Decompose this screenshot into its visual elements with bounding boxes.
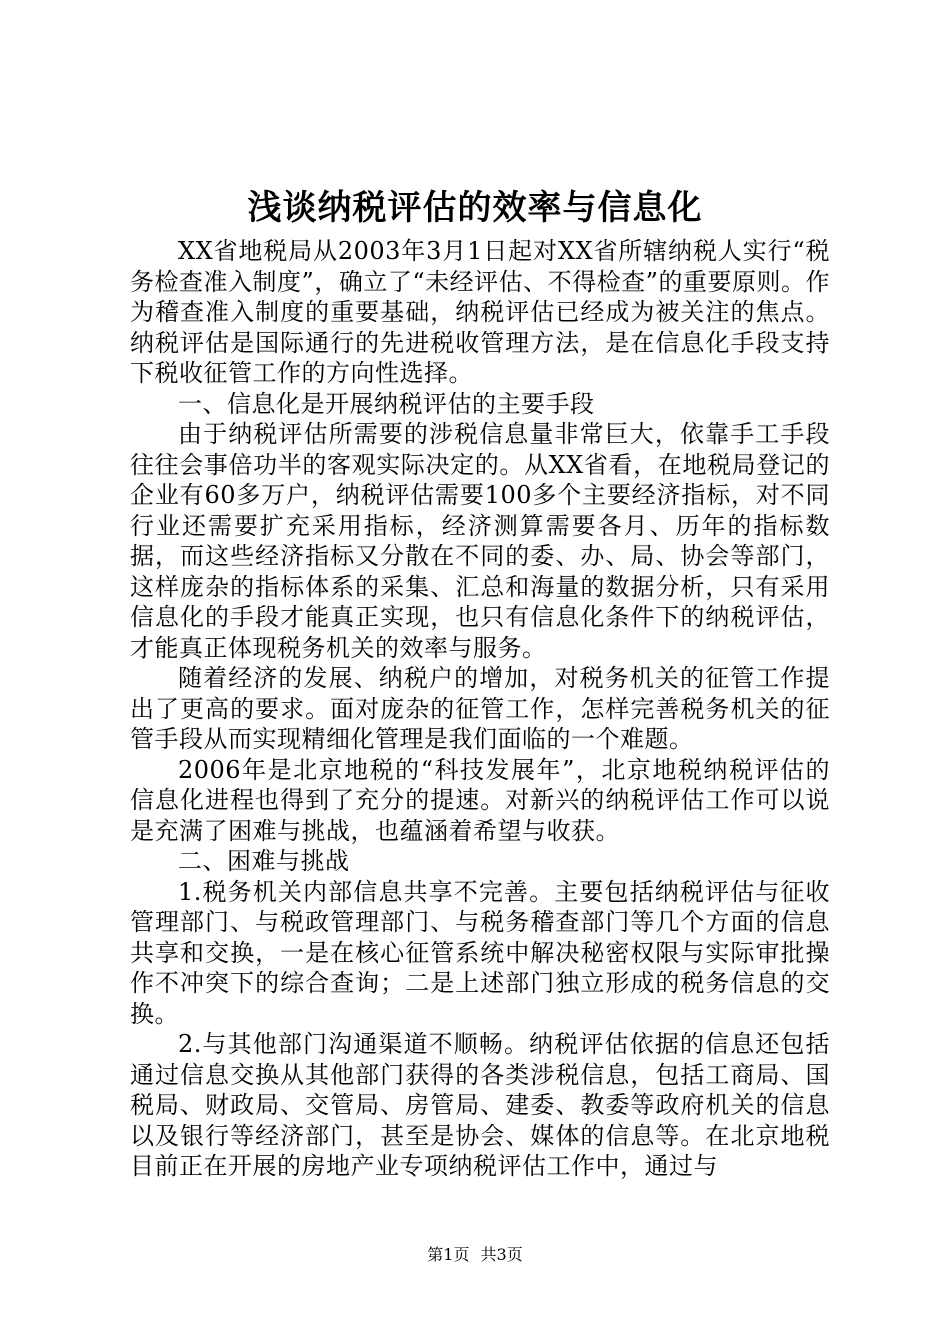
document-title: 浅谈纳税评估的效率与信息化 (247, 188, 703, 228)
page-number: 第1页 (427, 1245, 470, 1264)
document-body (130, 236, 830, 1182)
page-total: 共3页 (480, 1245, 523, 1264)
section-heading-2: 二、困难与挑战 (178, 847, 350, 875)
paragraph-external-channels: 2.与其他部门沟通渠道不顺畅。纳税评估依据的信息还包括通过信息交换从其他部门获得的各类涉税信息，包括工商局、国税局、财政局、交管局、房管局、建委、教委等政府机关的信息以及银行等经济部门，甚至是协会、媒体的信息等。在北京地税目前正在开展的房地产业专项纳税评估工作中，通过与 (130, 1030, 830, 1180)
section-heading-1: 一、信息化是开展纳税评估的主要手段 (178, 389, 595, 418)
page-footer (0, 1245, 950, 1265)
paragraph-economic-growth: 随着经济的发展、纳税户的增加，对税务机关的征管工作提出了更高的要求。面对庞杂的征管工作，怎样完善税务机关的征管手段从而实现精细化管理是我们面临的一个难题。 (130, 664, 830, 753)
paragraph-internal-sharing: 1.税务机关内部信息共享不完善。主要包括纳税评估与征收管理部门、与税政管理部门、与税务稽查部门等几个方面的信息共享和交换，一是在核心征管系统中解决秘密权限与实际审批操作不冲突下的综合查询；二是上述部门独立形成的税务信息的交换。 (130, 877, 830, 1028)
paragraph-2006: 2006年是北京地税的“科技发展年”，北京地税纳税评估的信息化进程也得到了充分的提速。对新兴的纳税评估工作可以说是充满了困难与挑战，也蕴涵着希望与收获。 (130, 755, 830, 845)
paragraph-intro: XX省地税局从2003年3月1日起对XX省所辖纳税人实行“税务检查准入制度”，确立了“未经评估、不得检查”的重要原则。作为稽查准入制度的重要基础，纳税评估已经成为被关注的焦点。纳税评估是国际通行的先进税收管理方法，是在信息化手段支持下税收征管工作的方向性选择。 (130, 237, 830, 387)
paragraph-info-volume: 由于纳税评估所需要的涉税信息量非常巨大，依靠手工手段往往会事倍功半的客观实际决定的。从XX省看，在地税局登记的企业有60多万户，纳税评估需要100多个主要经济指标，对不同行业还需要扩充采用指标，经济测算需要各月、历年的指标数据，而这些经济指标又分散在不同的委、办、局、协会等部门，这样庞杂的指标体系的采集、汇总和海量的数据分析，只有采用信息化的手段才能真正实现，也只有信息化条件下的纳税评估，才能真正体现税务机关的效率与服务。 (130, 420, 830, 662)
